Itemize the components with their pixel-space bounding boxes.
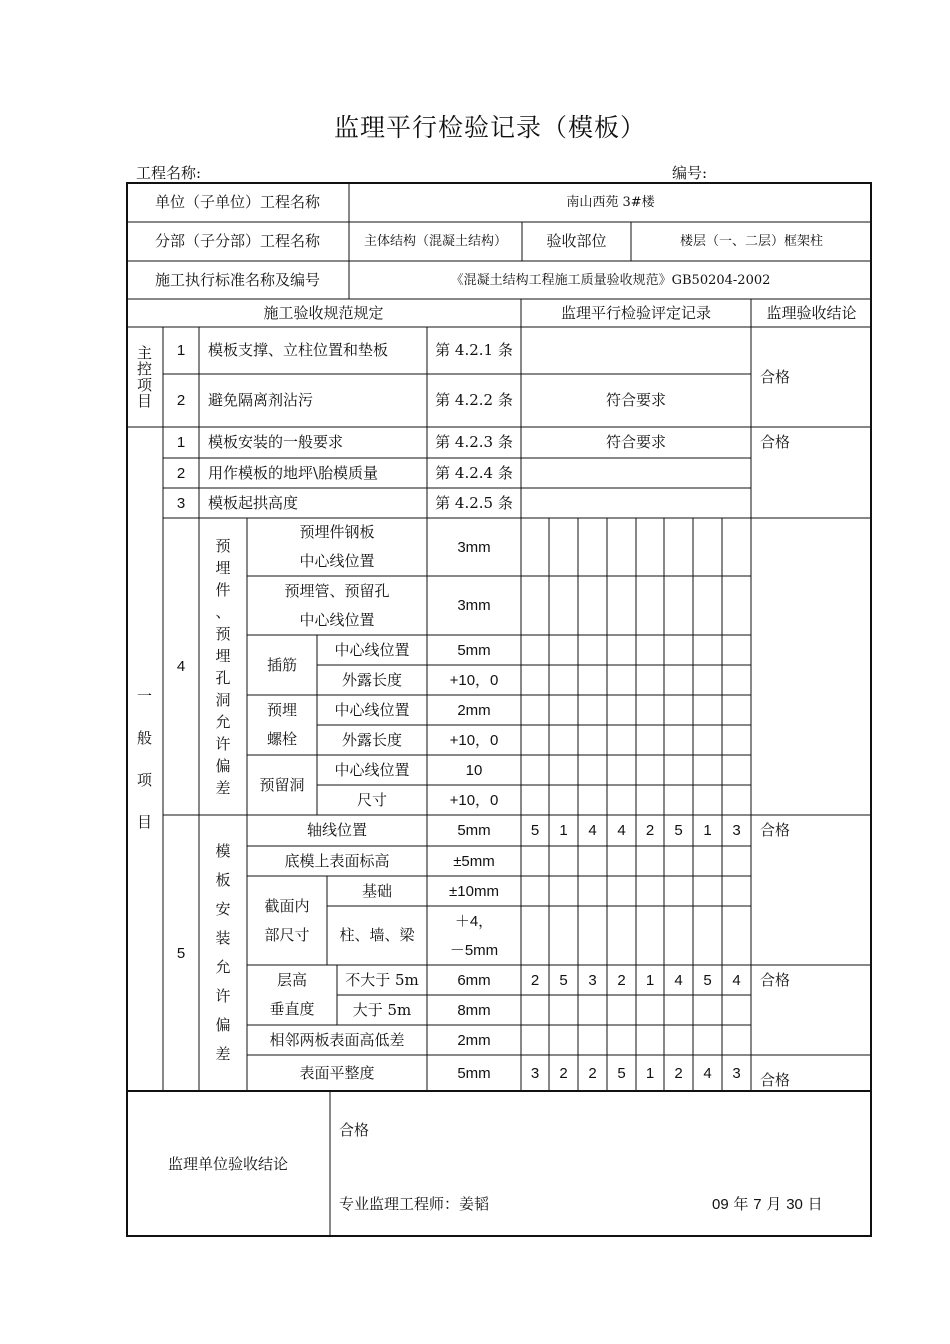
tolerance-value: ±5mm <box>453 852 495 870</box>
signing-date: 09 年 7 月 30 日 <box>712 1194 823 1213</box>
tolerance-value: 5mm <box>457 822 491 839</box>
sub-item-label: 柱、墙、梁 <box>339 926 415 944</box>
sub-item-label: 外露长度 <box>341 670 402 689</box>
bottom-elevation-label: 底模上表面标高 <box>284 851 390 870</box>
sub-project-label: 分部（子分部）工程名称 <box>154 232 320 250</box>
general-item-name: 用作模板的地坪\胎模质量 <box>208 463 379 482</box>
sub-item-label: 大于 5m <box>352 1000 412 1019</box>
general-item-clause: 第 4.2.3 条 <box>435 433 513 451</box>
general-item-no: 2 <box>176 464 186 482</box>
item5-no: 5 <box>176 944 186 962</box>
section-size-label: 截面内 部尺寸 <box>264 896 310 944</box>
main-control-conclusion: 合格 <box>760 367 791 386</box>
main-item-clause: 第 4.2.1 条 <box>435 341 513 359</box>
measurement-cell: 2 <box>559 1064 568 1082</box>
tolerance-value: 2mm <box>457 1031 491 1049</box>
measurement-cell: 2 <box>617 971 626 989</box>
measurement-cell: 5 <box>617 1064 626 1082</box>
surface-flatness-label: 表面平整度 <box>299 1063 375 1082</box>
measurement-cell: 4 <box>674 971 683 989</box>
measurement-cell: 1 <box>645 971 655 989</box>
column-header-spec: 施工验收规范规定 <box>263 303 384 322</box>
tolerance-value: 5mm <box>457 1064 491 1082</box>
measurement-cell: 3 <box>732 1064 741 1082</box>
measurement-cell: 2 <box>530 971 540 989</box>
measurement-cell: 4 <box>617 822 626 839</box>
tolerance-value: 5mm <box>457 641 491 659</box>
acceptance-part-label: 验收部位 <box>546 232 607 250</box>
tolerance-value: 3mm <box>457 597 491 614</box>
sub-item-label: 外露长度 <box>341 730 402 749</box>
measurement-cell: 2 <box>674 1064 683 1082</box>
general-item-record: 符合要求 <box>605 433 666 451</box>
embedded-plate-label: 预埋件钢板 中心线位置 <box>299 523 375 570</box>
sub-item-label: 基础 <box>361 881 392 900</box>
main-item-no: 2 <box>176 392 186 409</box>
reserved-hole-label: 预留洞 <box>259 775 305 794</box>
column-header-record: 监理平行检验评定记录 <box>560 303 711 322</box>
embedded-bolt-label: 预埋 螺栓 <box>266 701 297 748</box>
measurement-cell: 5 <box>703 971 712 989</box>
item4-no: 4 <box>176 658 186 675</box>
tolerance-value: 10 <box>465 761 483 779</box>
column-header-conclusion: 监理验收结论 <box>766 303 857 322</box>
verticality-conclusion: 合格 <box>760 970 791 989</box>
verticality-label: 层高 垂直度 <box>269 971 315 1018</box>
main-control-group-label: 主 控 项 目 <box>136 344 152 410</box>
sub-item-label: 中心线位置 <box>334 640 410 659</box>
measurement-cell: 4 <box>703 1064 712 1082</box>
tolerance-value: 2mm <box>457 701 491 719</box>
supervision-conclusion-value: 合格 <box>339 1120 370 1139</box>
flatness-conclusion: 合格 <box>760 1070 791 1089</box>
tolerance-value: +10，0 <box>449 731 499 749</box>
tolerance-value: ＋4， －5mm <box>449 912 499 959</box>
inspection-table <box>126 182 872 1237</box>
supervision-conclusion-label: 监理单位验收结论 <box>167 1154 288 1173</box>
axis-position-label: 轴线位置 <box>306 821 367 839</box>
sub-item-label: 尺寸 <box>356 790 387 809</box>
measurement-cell: 5 <box>530 822 540 839</box>
main-item-name: 避免隔离剂沾污 <box>208 391 314 409</box>
tolerance-value: ±10mm <box>449 882 499 900</box>
tolerance-value: +10，0 <box>449 671 499 689</box>
adjacent-height-diff-label: 相邻两板表面高低差 <box>269 1030 405 1049</box>
tolerance-value: 8mm <box>457 1001 491 1019</box>
main-item-clause: 第 4.2.2 条 <box>435 391 513 409</box>
tolerance-value: 6mm <box>457 971 491 989</box>
sub-item-label: 中心线位置 <box>334 760 410 779</box>
measurement-cell: 5 <box>674 822 683 839</box>
main-item-name: 模板支撑、立柱位置和垫板 <box>208 341 389 359</box>
item4-group-label: 预 埋 件 、 预 埋 孔 洞 允 许 偏 差 <box>215 536 231 797</box>
measurement-cell: 2 <box>645 822 655 839</box>
standard-label: 施工执行标准名称及编号 <box>154 270 320 289</box>
embedded-pipe-label: 预埋管、预留孔 中心线位置 <box>284 581 390 629</box>
measurement-cell: 3 <box>732 822 741 839</box>
standard-value: 《混凝土结构工程施工质量验收规范》GB50204-2002 <box>450 272 771 288</box>
item5-group-label: 模 板 安 装 允 许 偏 差 <box>215 842 231 1063</box>
tolerance-value: +10，0 <box>449 791 499 809</box>
measurement-cell: 4 <box>588 822 597 839</box>
measurement-cell: 2 <box>588 1064 597 1082</box>
measurement-cell: 1 <box>703 822 712 839</box>
project-name-label: 工程名称: <box>136 164 202 182</box>
general-item-clause: 第 4.2.4 条 <box>435 463 513 482</box>
measurement-cell: 3 <box>588 971 597 989</box>
acceptance-part-value: 楼层（一、二层）框架柱 <box>679 234 823 249</box>
general-group-label: 一 般 项 目 <box>136 687 152 831</box>
sub-item-label: 不大于 5m <box>345 970 419 989</box>
general-item-no: 1 <box>176 434 186 451</box>
main-item-no: 1 <box>176 342 186 359</box>
sub-item-label: 中心线位置 <box>334 700 410 719</box>
general-item-clause: 第 4.2.5 条 <box>435 493 513 512</box>
supervision-engineer: 专业监理工程师：姜韬 <box>339 1194 490 1213</box>
axis-conclusion: 合格 <box>760 821 791 839</box>
main-item-record: 符合要求 <box>605 391 666 409</box>
measurement-cell: 1 <box>645 1064 655 1082</box>
general-item-name: 模板安装的一般要求 <box>208 433 344 451</box>
unit-project-value: 南山西苑 3#楼 <box>566 195 655 210</box>
number-label: 编号: <box>672 164 708 182</box>
general-conclusion-top: 合格 <box>760 432 791 451</box>
document-title: 监理平行检验记录（模板） <box>333 113 646 142</box>
general-item-no: 3 <box>176 494 186 512</box>
measurement-cell: 3 <box>530 1064 540 1082</box>
tolerance-value: 3mm <box>457 538 491 556</box>
unit-project-label: 单位（子单位）工程名称 <box>154 193 320 211</box>
measurement-cell: 5 <box>559 971 568 989</box>
measurement-cell: 1 <box>559 822 568 839</box>
measurement-cell: 4 <box>732 971 741 989</box>
dowel-bar-label: 插筋 <box>266 655 297 674</box>
sub-project-value: 主体结构（混凝土结构） <box>363 234 507 249</box>
general-item-name: 模板起拱高度 <box>208 493 299 512</box>
